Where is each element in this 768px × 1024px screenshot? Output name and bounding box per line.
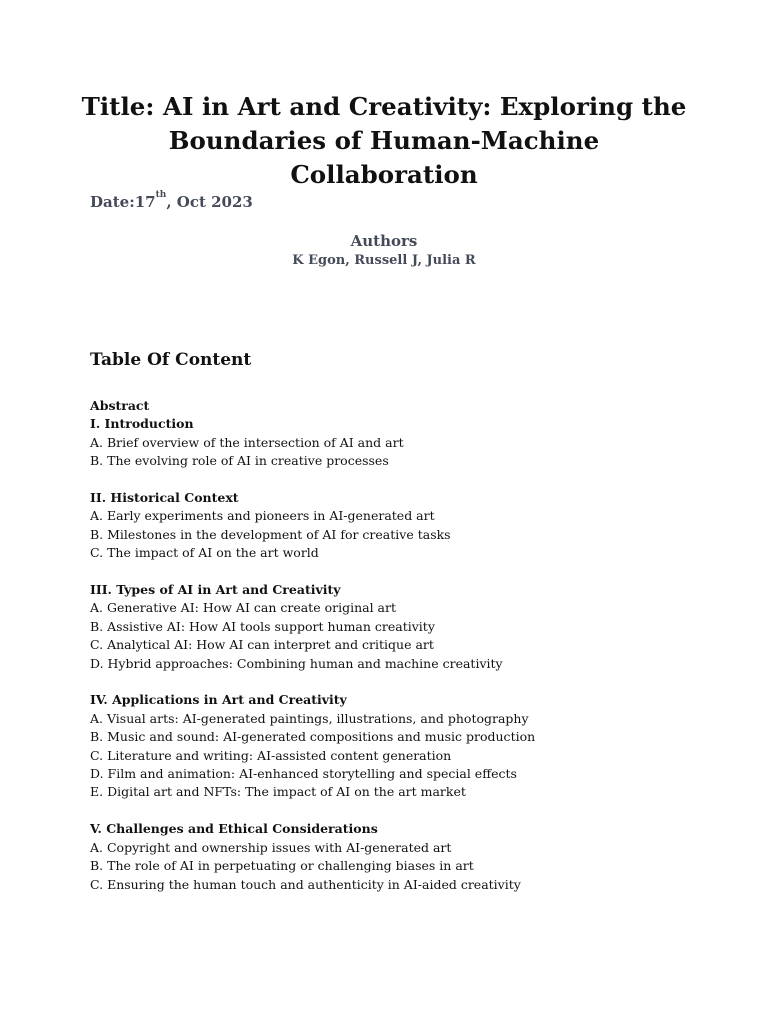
date-superscript: th [155, 190, 167, 200]
toc-section-historical-context [90, 489, 730, 563]
toc-item: C. The impact of AI on the art world [90, 545, 319, 561]
toc-section-heading: II. Historical Context [90, 490, 239, 506]
toc-item: B. Music and sound: AI-generated compositions and music production [90, 729, 536, 745]
toc-item: D. Film and animation: AI-enhanced storytelling and special effects [90, 766, 517, 782]
toc-item: C. Literature and writing: AI-assisted content generation [90, 747, 452, 763]
document-date [90, 190, 253, 211]
toc-item: A. Generative AI: How AI can create original art [90, 600, 396, 616]
toc-section-heading: I. Introduction [90, 416, 194, 432]
toc-item: D. Hybrid approaches: Combining human and machine creativity [90, 655, 503, 671]
toc-item: A. Brief overview of the intersection of AI and art [90, 434, 404, 450]
title-line-2: Boundaries of Human-Machine [168, 126, 600, 155]
toc-item: B. Assistive AI: How AI tools support human creativity [90, 618, 435, 634]
authors-names: K Egon, Russell J, Julia R [292, 253, 476, 268]
authors-heading: Authors [350, 232, 418, 250]
document-title [60, 90, 708, 192]
toc-title: Table Of Content [90, 350, 252, 370]
toc-item: B. The role of AI in perpetuating or challenging biases in art [90, 858, 474, 874]
toc-abstract: Abstract [90, 398, 150, 413]
toc-item: A. Visual arts: AI-generated paintings, illustrations, and photography [90, 710, 529, 726]
toc-item: E. Digital art and NFTs: The impact of AI on the art market [90, 784, 466, 800]
toc-section-heading: V. Challenges and Ethical Considerations [90, 821, 378, 837]
toc-section-heading: III. Types of AI in Art and Creativity [90, 582, 341, 598]
toc-section-applications [90, 691, 730, 801]
table-of-contents [90, 397, 730, 912]
toc-section-introduction [90, 415, 730, 470]
toc-item: C. Analytical AI: How AI can interpret and critique art [90, 637, 434, 653]
toc-item: B. Milestones in the development of AI for creative tasks [90, 526, 451, 542]
toc-section-types-of-ai [90, 581, 730, 673]
toc-item: A. Copyright and ownership issues with AI-generated art [90, 839, 452, 855]
toc-section-challenges [90, 820, 730, 894]
toc-item: C. Ensuring the human touch and authenticity in AI-aided creativity [90, 876, 521, 892]
date-suffix: , Oct 2023 [166, 193, 253, 211]
title-line-1: Title: AI in Art and Creativity: Exploring the [81, 92, 687, 121]
toc-item: B. The evolving role of AI in creative processes [90, 453, 389, 469]
date-prefix: Date:17 [90, 193, 156, 211]
toc-section-heading: IV. Applications in Art and Creativity [90, 692, 347, 708]
title-line-3: Collaboration [290, 160, 478, 189]
toc-item: A. Early experiments and pioneers in AI-generated art [90, 508, 435, 524]
